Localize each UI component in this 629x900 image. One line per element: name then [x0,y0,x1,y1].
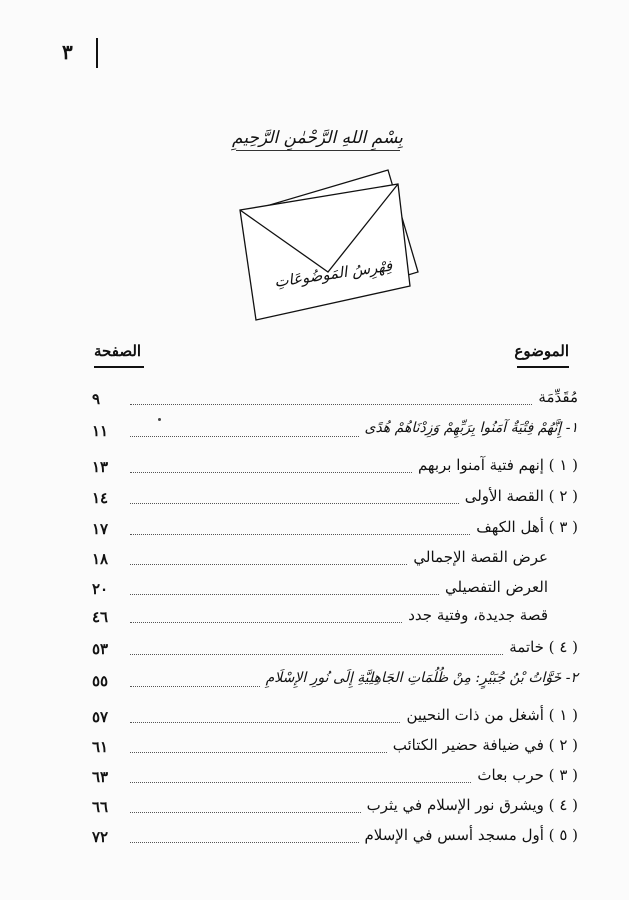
toc-page-number: ٥٥ [92,672,109,690]
toc-page-number: ٥٣ [92,640,109,658]
toc-leader-dots [130,752,387,753]
envelope-title: فِهْرِسُ المَوضُوعَاتِ [273,256,394,291]
toc-entry [88,548,578,572]
toc-page-number: ١٧ [92,520,109,538]
toc-leader-dots [130,564,407,565]
toc-leader-dots [130,404,532,405]
toc-entry-title: ٢- خَوَّاتُ بْنُ جُبَيْرٍ: مِنْ ظُلُمَاتِ الجَاهِلِيَّةِ إِلَى نُورِ الإِسْلَامِ [265,670,578,686]
toc-entry-title: مُقَدِّمَة [538,388,578,406]
toc-leader-dots [130,842,359,843]
column-header-topic: الموضوع [514,342,569,360]
toc-entry-title: ( ٤ ) خاتمة [509,638,578,656]
page-number-divider [96,38,98,68]
toc-entry-title: ( ٢ ) القصة الأولى [464,487,578,505]
toc-page-number: ١٤ [92,489,109,507]
page-header-underline [94,366,144,368]
toc-leader-dots [130,722,400,723]
toc-page-number: ٧٢ [92,828,109,846]
toc-leader-dots [130,472,412,473]
toc-page-number: ٦٦ [92,798,109,816]
toc-page-number: ٢٠ [92,580,109,598]
toc-entry [88,638,578,662]
toc-entry-title: عرض القصة الإجمالي [413,548,548,566]
toc-leader-dots [130,534,470,535]
toc-entry [88,796,578,820]
toc-entry [88,420,578,444]
toc-page-number: ٦١ [92,738,109,756]
toc-leader-dots [130,436,359,437]
toc-page-number: ١٣ [92,458,109,476]
toc-leader-dots [130,622,402,623]
envelope-front [240,184,410,320]
toc-entry [88,388,578,412]
toc-entry-title: ١- إِنَّهُمْ فِتْيَةٌ آمَنُوا بِرَبِّهِمْ وَزِدْنَاهُمْ هُدًى [364,420,578,436]
toc-entry [88,706,578,730]
envelope-illustration [238,162,424,322]
toc-entry-title: العرض التفصيلي [444,578,548,596]
toc-entry [88,670,578,694]
toc-leader-dots [130,812,361,813]
toc-entry [88,736,578,760]
toc-entry [88,456,578,480]
toc-entry [88,487,578,511]
column-header-page: الصفحة [94,342,142,360]
toc-entry-title: ( ٥ ) أول مسجد أسس في الإسلام [364,826,578,844]
toc-page-number: ٩ [92,390,101,408]
basmala: بِسْمِ اللهِ الرَّحْمٰنِ الرَّحِيمِ [232,128,403,148]
toc-entry [88,578,578,602]
toc-page-number: ٥٧ [92,708,109,726]
toc-entry-title: قصة جديدة، وفتية جدد [408,606,548,624]
basmala-underline [236,150,400,151]
toc-page-number: ١١ [92,422,109,440]
page-number: ٣ [62,40,73,64]
toc-entry [88,518,578,542]
toc-entry-title: ( ٣ ) حرب بعاث [477,766,578,784]
toc-entry-title: ( ٣ ) أهل الكهف [476,518,578,536]
toc-page-number: ٤٦ [92,608,109,626]
toc-leader-dots [130,503,459,504]
toc-leader-dots [130,686,260,687]
toc-entry-title: ( ٢ ) في ضيافة حضير الكتائب [392,736,578,754]
toc-entry-title: ( ١ ) أشغل من ذات النحيين [406,706,578,724]
toc-entry-title: ( ١ ) إنهم فتية آمنوا بربهم [417,456,578,474]
toc-page-number: ٦٣ [92,768,109,786]
toc-entry [88,766,578,790]
toc-leader-dots [130,654,503,655]
toc-leader-dots [130,782,471,783]
toc-page-number: ١٨ [92,550,109,568]
toc-entry [88,606,578,630]
toc-leader-dots [130,594,439,595]
toc-entry-title: ( ٤ ) ويشرق نور الإسلام في يثرب [366,796,578,814]
topic-header-underline [517,366,569,368]
toc-entry [88,826,578,850]
